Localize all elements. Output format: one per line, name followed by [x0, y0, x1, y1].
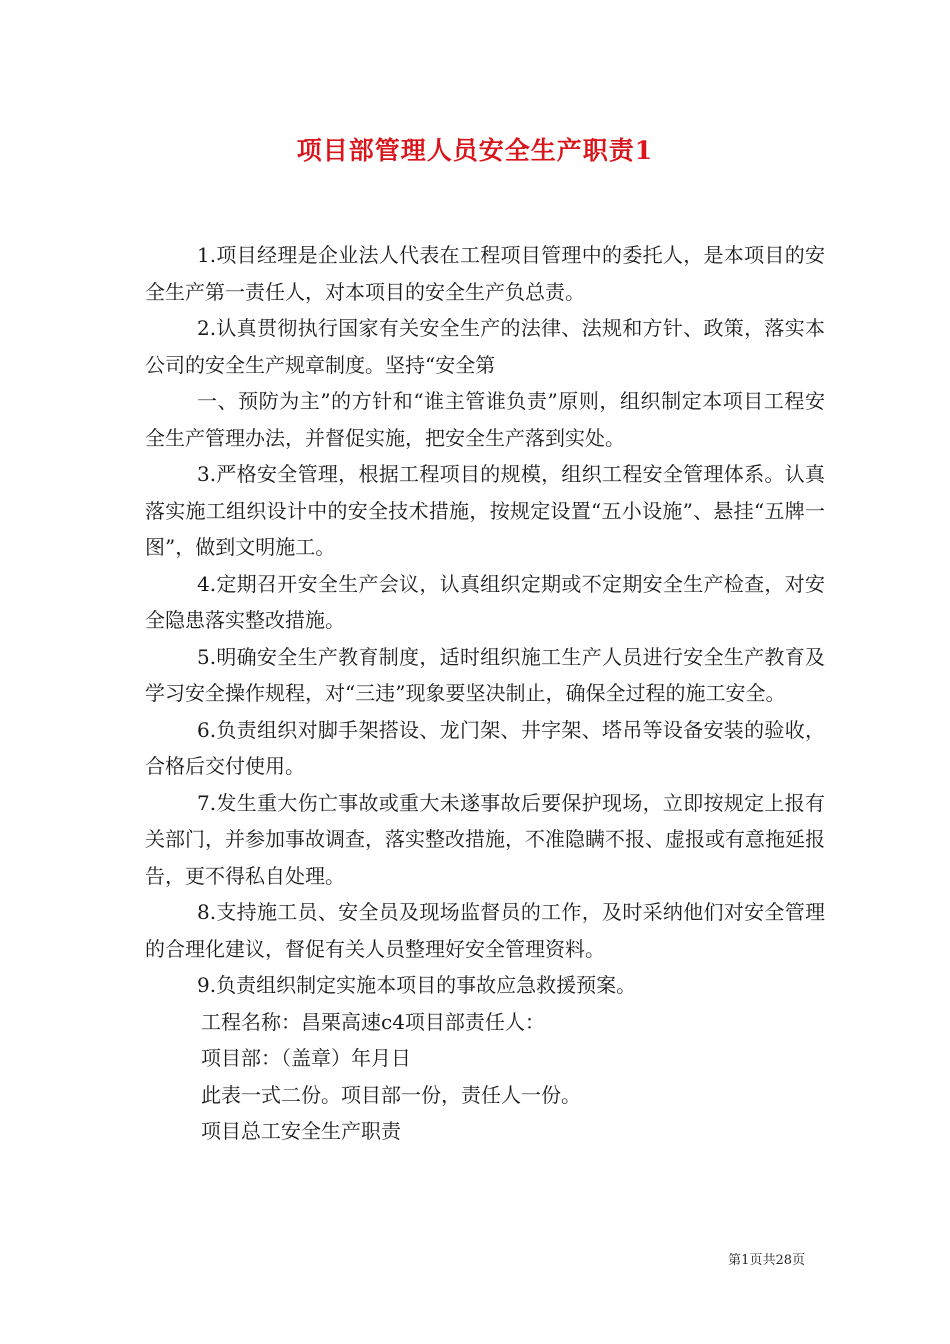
paragraph-7: 6.负责组织对脚手架搭设、龙门架、井字架、塔吊等设备安装的验收，合格后交付使用。 [145, 717, 825, 778]
paragraph-2: 2.认真贯彻执行国家有关安全生产的法律、法规和方针、政策，落实本公司的安全生产规章制度。坚持“安全第 [145, 316, 825, 377]
project-stamp-line: 项目部：（盖章）年月日 [201, 1046, 411, 1070]
copies-note-line: 此表一式二份。项目部一份，责任人一份。 [201, 1082, 581, 1107]
document-body [145, 237, 825, 1150]
page-number: 第1页共28页 [728, 1253, 805, 1268]
paragraph-3: 一、预防为主”的方针和“谁主管谁负责”原则，组织制定本项目工程安全生产管理办法，并督促实施，把安全生产落到实处。 [145, 389, 825, 450]
paragraph-5: 4.定期召开安全生产会议，认真组织定期或不定期安全生产检查，对安全隐患落实整改措施。 [145, 571, 825, 632]
document-title: 项目部管理人员安全生产职责1 [296, 136, 654, 165]
paragraph-6: 5.明确安全生产教育制度，适时组织施工生产人员进行安全生产教育及学习安全操作规程，对“三违”现象要坚决制止，确保全过程的施工安全。 [145, 644, 825, 705]
paragraph-9: 8.支持施工员、安全员及现场监督员的工作，及时采纳他们对安全管理的合理化建议，督促有关人员整理好安全管理资料。 [145, 900, 825, 961]
paragraph-4: 3.严格安全管理，根据工程项目的规模，组织工程安全管理体系。认真落实施工组织设计中的安全技术措施，按规定设置“五小设施”、悬挂“五牌一图”，做到文明施工。 [145, 462, 825, 559]
paragraph-1: 1.项目经理是企业法人代表在工程项目管理中的委托人，是本项目的安全生产第一责任人，对本项目的安全生产负总责。 [145, 243, 825, 304]
next-section-heading: 项目总工安全生产职责 [201, 1119, 401, 1143]
paragraph-8: 7.发生重大伤亡事故或重大未遂事故后要保护现场，立即按规定上报有关部门，并参加事故调查，落实整改措施，不准隐瞒不报、虚报或有意拖延报告，更不得私自处理。 [145, 790, 825, 888]
project-name-line: 工程名称：昌栗高速c4项目部责任人： [201, 1009, 545, 1034]
paragraph-10: 9.负责组织制定实施本项目的事故应急救援预案。 [197, 973, 637, 997]
